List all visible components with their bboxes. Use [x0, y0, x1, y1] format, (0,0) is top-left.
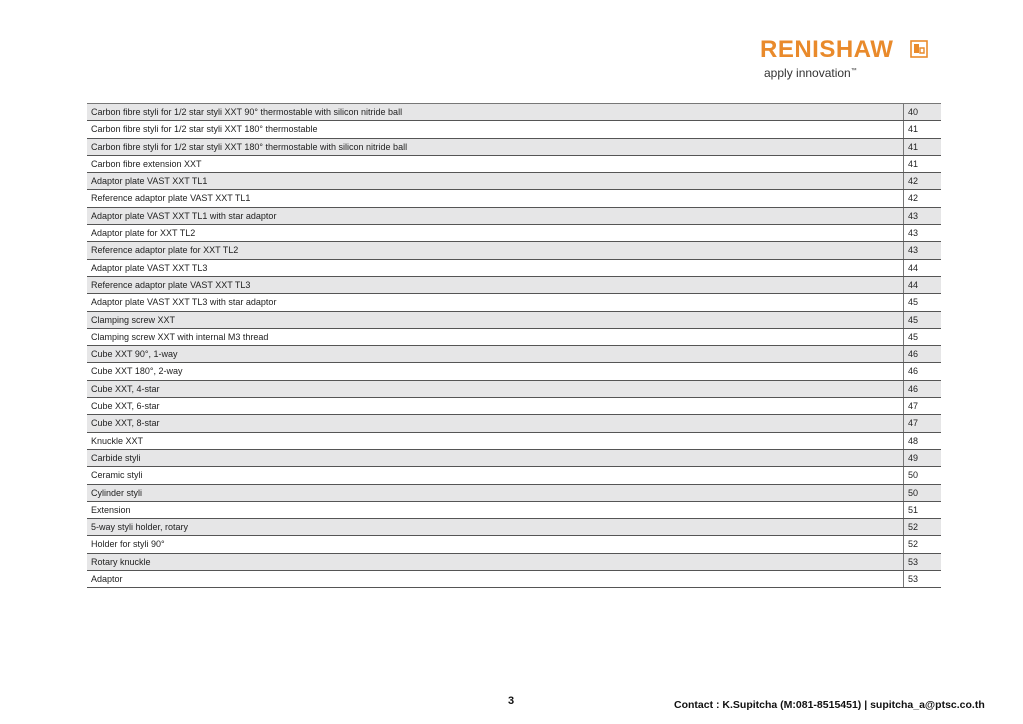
page-number: 3 — [508, 695, 515, 707]
table-row — [87, 156, 941, 173]
brand-wordmark: RENISHAW — [760, 36, 894, 63]
entry-title: Ceramic styli — [91, 470, 143, 481]
entry-page: 50 — [903, 485, 941, 501]
entry-page: 46 — [903, 363, 941, 379]
entry-page: 47 — [903, 415, 941, 431]
entry-page: 50 — [903, 467, 941, 483]
entry-page: 51 — [903, 502, 941, 518]
table-row — [87, 450, 941, 467]
entry-page: 42 — [903, 190, 941, 206]
renishaw-logo — [760, 36, 935, 86]
entry-page: 52 — [903, 519, 941, 535]
entry-title: Carbon fibre styli for 1/2 star styli XXT 180° thermostable — [91, 124, 318, 135]
table-row — [87, 329, 941, 346]
entry-title: Clamping screw XXT with internal M3 thread — [91, 331, 269, 342]
table-row — [87, 519, 941, 536]
entry-title: Carbide styli — [91, 452, 141, 463]
table-row — [87, 312, 941, 329]
table-row — [87, 104, 941, 121]
entry-title: Rotary knuckle — [91, 556, 151, 567]
entry-title: Reference adaptor plate VAST XXT TL1 — [91, 193, 251, 204]
entry-title: Carbon fibre styli for 1/2 star styli XXT 90° thermostable with silicon nitride ball — [91, 107, 403, 117]
table-row — [87, 415, 941, 432]
entry-page: 44 — [903, 277, 941, 293]
entry-title: 5-way styli holder, rotary — [91, 522, 189, 533]
entry-title: Cube XXT, 6-star — [91, 401, 160, 412]
entry-title: Extension — [91, 504, 131, 515]
entry-title: Reference adaptor plate for XXT TL2 — [91, 245, 239, 256]
table-row — [87, 225, 941, 242]
contact-info: Contact : K.Supitcha (M:081-8515451) | supitcha_a@ptsc.co.th — [674, 699, 985, 711]
entry-page: 53 — [903, 571, 941, 587]
entry-title: Cube XXT 180°, 2-way — [91, 366, 183, 377]
table-row — [87, 554, 941, 571]
entry-title: Adaptor plate for XXT TL2 — [91, 228, 196, 239]
entry-page: 41 — [903, 121, 941, 137]
entry-title: Adaptor plate VAST XXT TL3 — [91, 262, 208, 273]
table-row — [87, 190, 941, 207]
entry-page: 48 — [903, 433, 941, 449]
entry-title: Adaptor plate VAST XXT TL1 — [91, 176, 208, 187]
table-row — [87, 363, 941, 380]
table-row — [87, 121, 941, 138]
table-row — [87, 571, 941, 588]
table-row — [87, 139, 941, 156]
entry-page: 45 — [903, 312, 941, 328]
table-row — [87, 381, 941, 398]
entry-page: 52 — [903, 536, 941, 552]
table-row — [87, 398, 941, 415]
entry-page: 40 — [903, 104, 941, 120]
entry-page: 43 — [903, 208, 941, 224]
table-row — [87, 242, 941, 259]
entry-title: Adaptor — [91, 574, 123, 585]
entry-page: 53 — [903, 554, 941, 570]
entry-page: 46 — [903, 346, 941, 362]
table-row — [87, 536, 941, 553]
entry-title: Cube XXT, 4-star — [91, 383, 160, 394]
entry-page: 43 — [903, 225, 941, 241]
contents-table — [87, 103, 941, 588]
table-row — [87, 346, 941, 363]
table-row — [87, 467, 941, 484]
entry-page: 49 — [903, 450, 941, 466]
entry-page: 45 — [903, 329, 941, 345]
entry-page: 46 — [903, 381, 941, 397]
entry-title: Cube XXT, 8-star — [91, 418, 160, 429]
entry-title: Knuckle XXT — [91, 435, 144, 446]
table-row — [87, 485, 941, 502]
entry-title: Cube XXT 90°, 1-way — [91, 349, 178, 360]
entry-title: Carbon fibre extension XXT — [91, 158, 202, 169]
entry-title: Clamping screw XXT — [91, 314, 176, 325]
entry-title: Adaptor plate VAST XXT TL1 with star adaptor — [91, 210, 277, 221]
table-row — [87, 173, 941, 190]
table-row — [87, 208, 941, 225]
table-row — [87, 277, 941, 294]
entry-page: 42 — [903, 173, 941, 189]
entry-title: Adaptor plate VAST XXT TL3 with star adaptor — [91, 297, 277, 308]
entry-page: 41 — [903, 156, 941, 172]
table-row — [87, 294, 941, 311]
entry-page: 43 — [903, 242, 941, 258]
entry-page: 45 — [903, 294, 941, 310]
brand-tagline: apply innovation™ — [764, 66, 857, 80]
entry-page: 41 — [903, 139, 941, 155]
entry-page: 47 — [903, 398, 941, 414]
renishaw-mark-icon — [910, 40, 928, 58]
table-row — [87, 433, 941, 450]
entry-title: Cylinder styli — [91, 487, 143, 498]
table-row — [87, 260, 941, 277]
table-row — [87, 502, 941, 519]
entry-title: Holder for styli 90° — [91, 539, 165, 550]
entry-page: 44 — [903, 260, 941, 276]
entry-title: Reference adaptor plate VAST XXT TL3 — [91, 279, 251, 290]
entry-title: Carbon fibre styli for 1/2 star styli XXT 180° thermostable with silicon nitride ball — [91, 141, 408, 152]
